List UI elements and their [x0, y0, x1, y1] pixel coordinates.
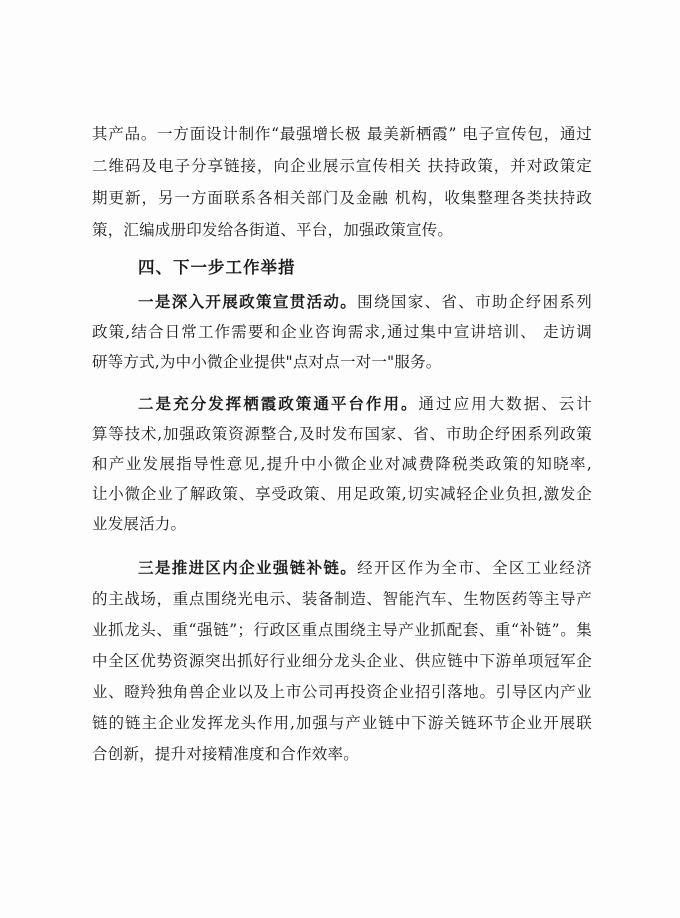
measure-3-text: 经开区作为全市、全区工业经济 — [357, 559, 592, 577]
measure-2-line-2: 算等技术,加强政策资源整合,及时发布国家、省、市助企纾困系列政策 — [92, 425, 592, 443]
measure-3-line-2: 的主战场，重点围绕光电示、装备制造、智能汽车、生物医药等主导产 — [92, 590, 592, 608]
measure-3-line-5: 业、瞪羚独角兽企业以及上市公司再投资企业招引落地。引导区内产业 — [92, 683, 592, 701]
measure-3-line-7: 合创新，提升对接精准度和合作效率。 — [92, 745, 359, 763]
intro-line-1: 其产品。一方面设计制作“最强增长极 最美新栖霞” 电子宣传包，通过 — [92, 125, 592, 143]
measure-1-line-3: 研等方式,为中小微企业提供"点对点一对一"服务。 — [92, 353, 442, 371]
measure-2-line-5: 业发展活力。 — [92, 515, 187, 533]
measure-2-text: 通过应用大数据、云计 — [418, 395, 592, 413]
measure-1-line-2: 政策,结合日常工作需要和企业咨询需求,通过集中宣讲培训、 走访调 — [92, 323, 592, 341]
intro-line-2: 二维码及电子分享链接，向企业展示宣传相关 扶持政策，并对政策定 — [92, 157, 592, 175]
measure-3-line-3: 业抓龙头、重“强链”；行政区重点围绕主导产业抓配套、重“补链”。集 — [92, 621, 592, 639]
section-heading: 四、下一步工作举措 — [138, 258, 296, 277]
measure-2-lead: 二是充分发挥栖霞政策通平台作用。 — [138, 394, 419, 413]
intro-line-4: 策，汇编成册印发给各街道、平台，加强政策宣传。 — [92, 221, 454, 239]
measure-3-line-1 — [138, 556, 592, 580]
intro-line-3: 期更新，另一方面联系各相关部门及金融 机构，收集整理各类扶持政 — [92, 189, 592, 207]
measure-1-line-1 — [138, 290, 592, 314]
measure-1-text: 围绕国家、省、市助企纾困系列 — [357, 293, 592, 311]
measure-1-lead: 一是深入开展政策宣贯活动。 — [138, 292, 358, 311]
measure-2-line-1 — [138, 392, 592, 416]
measure-2-line-4: 让小微企业了解政策、享受政策、用足政策,切实减轻企业负担,激发企 — [92, 485, 592, 503]
measure-2-line-3: 和产业发展指导性意见,提升中小微企业对减费降税类政策的知晓率, — [92, 455, 592, 473]
measure-3-line-6: 链的链主企业发挥龙头作用,加强与产业链中下游关链环节企业开展联 — [92, 714, 592, 732]
measure-3-line-4: 中全区优势资源突出抓好行业细分龙头企业、供应链中下游单项冠军企 — [92, 652, 592, 670]
measure-3-lead: 三是推进区内企业强链补链。 — [138, 558, 358, 577]
